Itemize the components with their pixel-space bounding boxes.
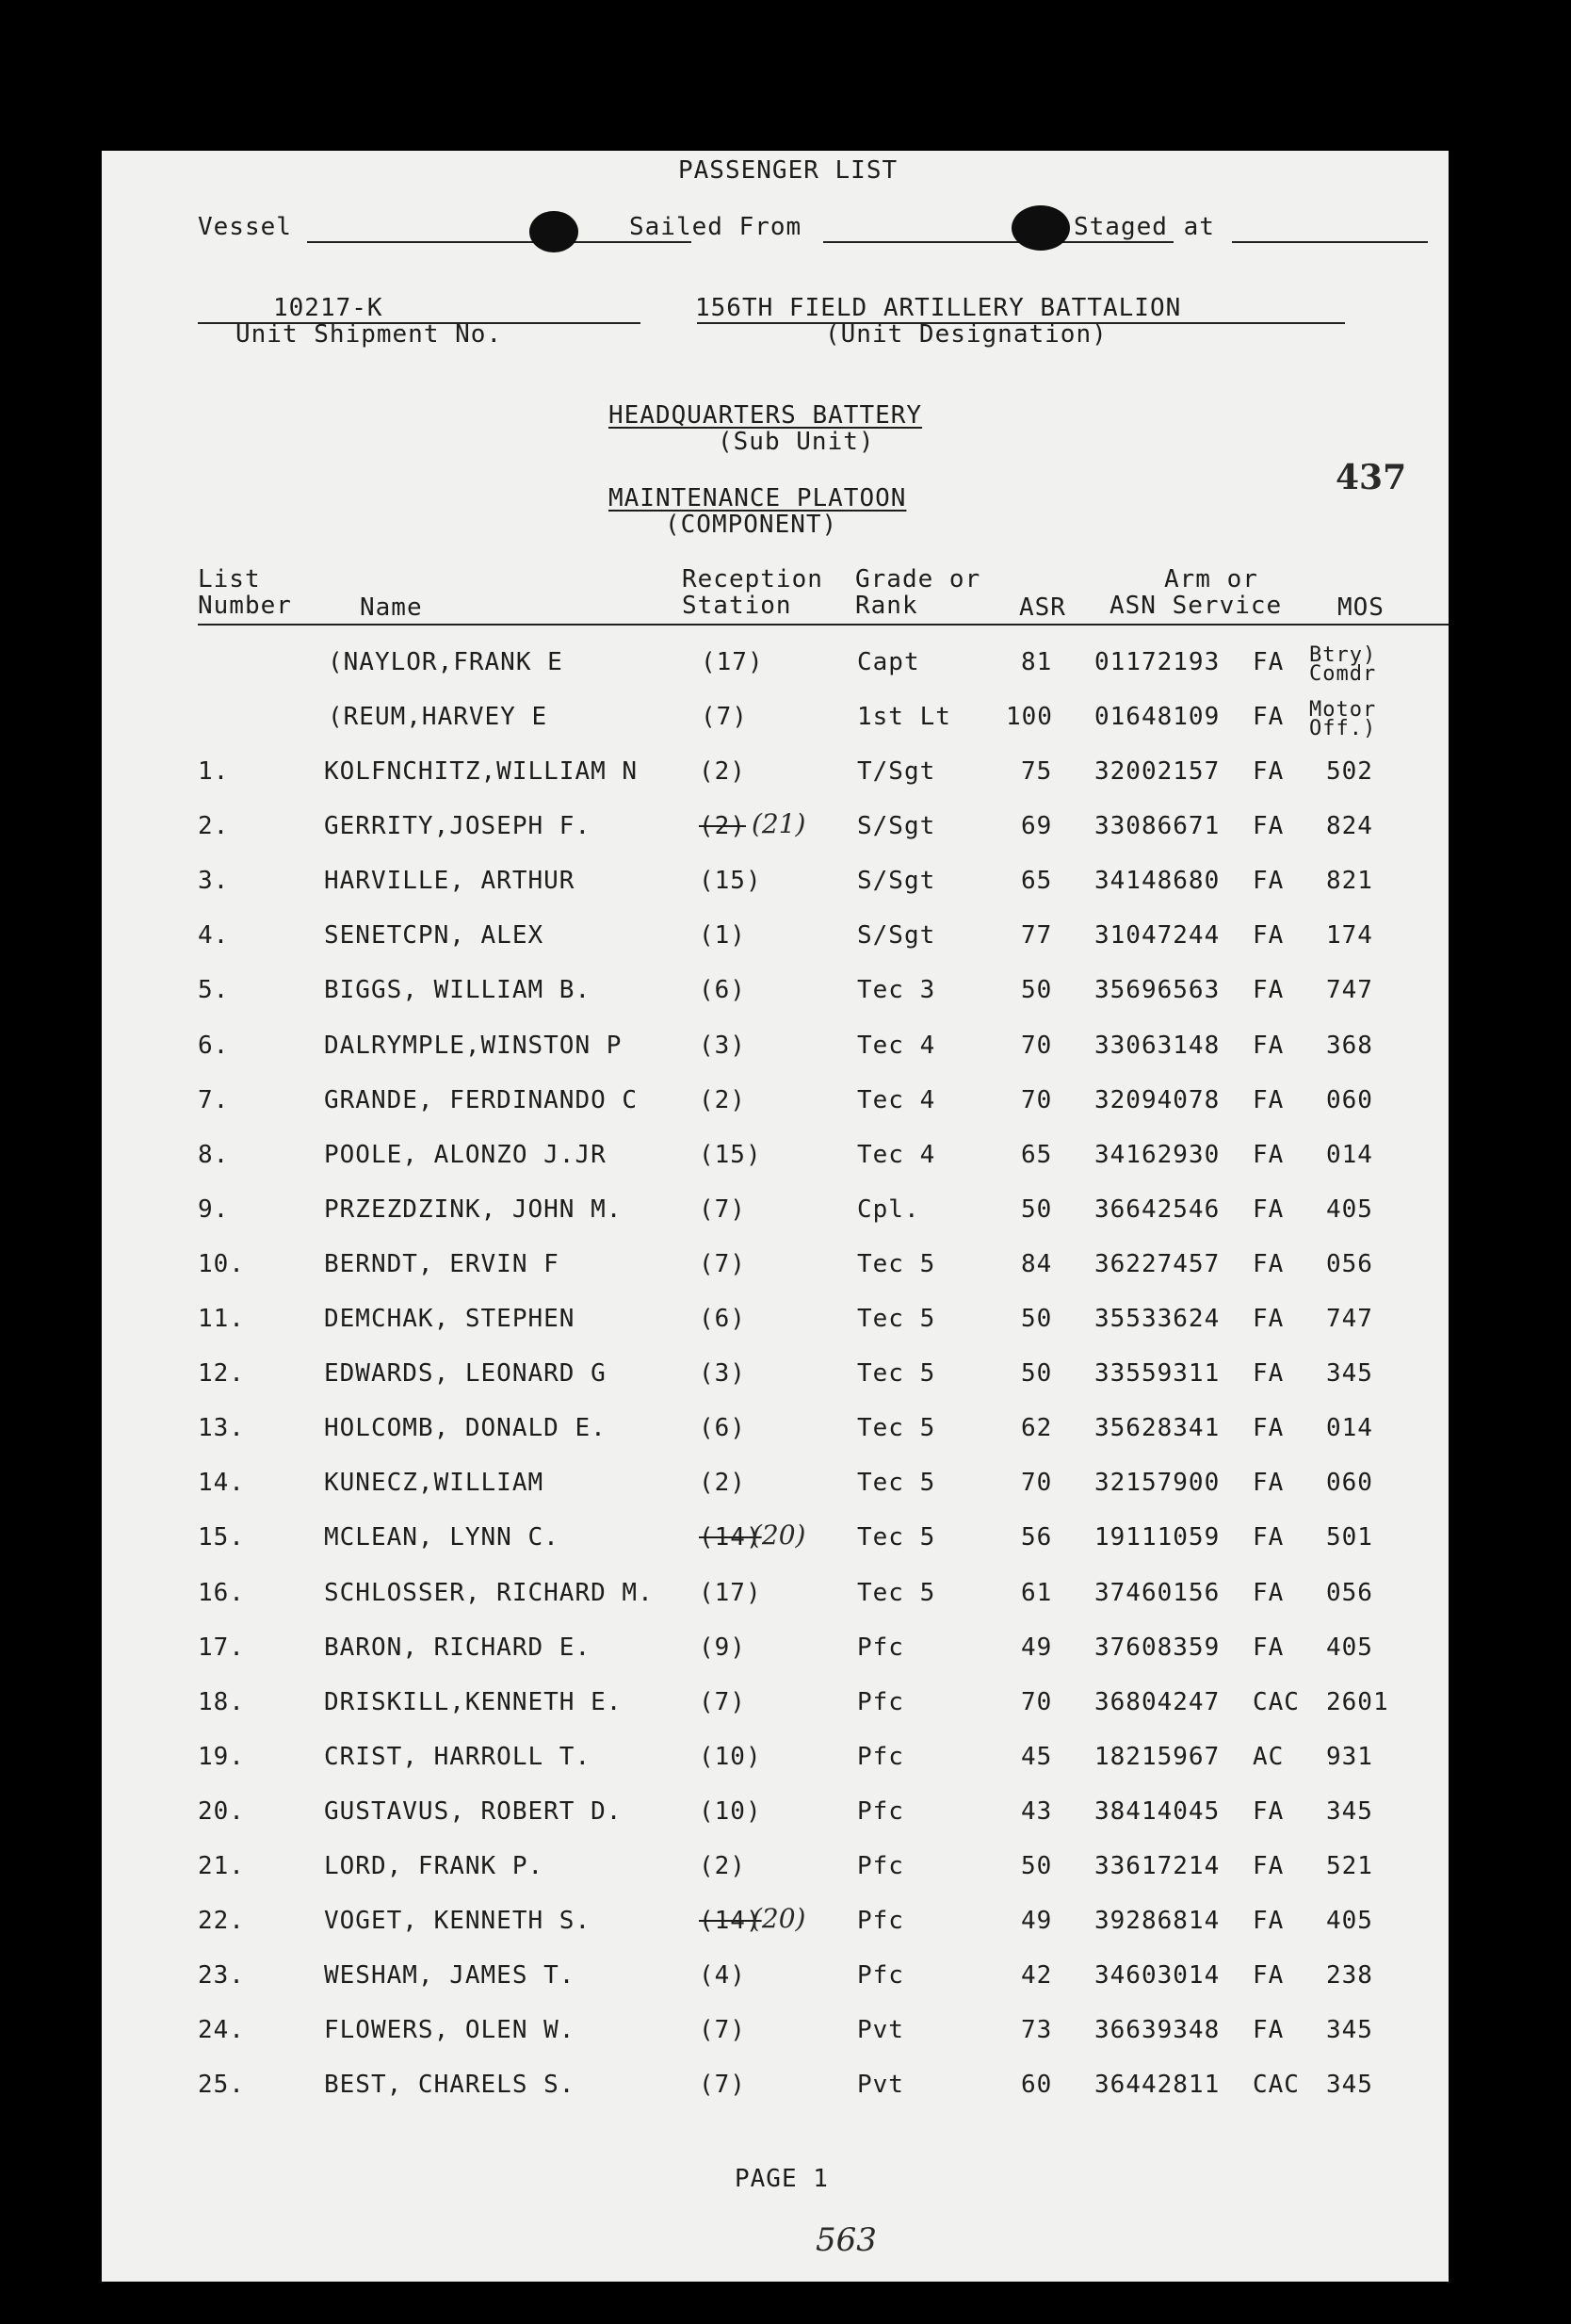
row-station: (4) bbox=[699, 1961, 746, 1991]
row-asr: 43 bbox=[1021, 1796, 1053, 1826]
row-name: LORD, FRANK P. bbox=[324, 1852, 544, 1880]
row-rank: Tec 5 bbox=[857, 1305, 936, 1333]
col-mos: MOS bbox=[1337, 593, 1385, 622]
row-station: (9) bbox=[699, 1633, 746, 1662]
staged-blank-line bbox=[1232, 241, 1428, 243]
officer-row bbox=[102, 698, 1449, 752]
officer-asr: 81 bbox=[1021, 648, 1053, 676]
row-station: (15) bbox=[699, 867, 762, 896]
row-name: WESHAM, JAMES T. bbox=[324, 1961, 575, 1991]
row-mos: 345 bbox=[1326, 1359, 1373, 1389]
row-asn: 33617214 bbox=[1094, 1852, 1221, 1880]
row-asr: 75 bbox=[1021, 757, 1053, 786]
table-row bbox=[102, 867, 1449, 916]
row-number: 7. bbox=[198, 1085, 230, 1114]
row-station-handwritten: (20) bbox=[752, 1520, 806, 1552]
officer-station: (17) bbox=[701, 648, 764, 676]
row-asr: 60 bbox=[1021, 2071, 1053, 2100]
row-mos: 174 bbox=[1326, 921, 1373, 951]
row-number: 6. bbox=[198, 1031, 230, 1060]
row-number: 22. bbox=[198, 1907, 245, 1936]
row-station: (2) bbox=[699, 1469, 746, 1498]
row-mos: 931 bbox=[1326, 1742, 1373, 1771]
row-asr: 42 bbox=[1021, 1961, 1053, 1991]
table-row bbox=[102, 1852, 1449, 1901]
row-station: (7) bbox=[699, 1249, 746, 1278]
row-asn: 36642546 bbox=[1094, 1195, 1221, 1224]
row-rank: Tec 5 bbox=[857, 1469, 936, 1498]
table-row bbox=[102, 1469, 1449, 1518]
row-arm: FA bbox=[1253, 1359, 1285, 1389]
row-asr: 61 bbox=[1021, 1578, 1053, 1607]
row-name: POOLE, ALONZO J.JR bbox=[324, 1140, 607, 1169]
row-number: 9. bbox=[198, 1195, 230, 1224]
unit-designation-label: (Unit Designation) bbox=[825, 320, 1108, 349]
row-mos: 501 bbox=[1326, 1523, 1373, 1552]
row-asr: 49 bbox=[1021, 1633, 1053, 1662]
row-name: BEST, CHARELS S. bbox=[324, 2071, 575, 2100]
col-arm-2: ASN Service bbox=[1109, 592, 1283, 620]
row-asr: 50 bbox=[1021, 1852, 1053, 1880]
row-station: (7) bbox=[699, 1687, 746, 1716]
row-number: 3. bbox=[198, 867, 230, 896]
col-reception-1: Reception bbox=[682, 565, 823, 593]
row-rank: Pvt bbox=[857, 2071, 904, 2100]
row-asn: 32094078 bbox=[1094, 1085, 1221, 1114]
table-row bbox=[102, 2016, 1449, 2065]
row-station: (7) bbox=[699, 1195, 746, 1224]
row-arm: FA bbox=[1253, 1523, 1285, 1552]
row-asr: 50 bbox=[1021, 1359, 1053, 1389]
row-asn: 35533624 bbox=[1094, 1305, 1221, 1333]
row-asn: 32157900 bbox=[1094, 1469, 1221, 1498]
col-name: Name bbox=[360, 593, 423, 622]
row-rank: Tec 4 bbox=[857, 1085, 936, 1114]
row-name: DRISKILL,KENNETH E. bbox=[324, 1687, 623, 1716]
row-asn: 31047244 bbox=[1094, 921, 1221, 951]
row-mos: 2601 bbox=[1326, 1687, 1389, 1716]
row-asr: 69 bbox=[1021, 812, 1053, 841]
row-number: 14. bbox=[198, 1469, 245, 1498]
row-asn: 35696563 bbox=[1094, 976, 1221, 1005]
row-arm: FA bbox=[1253, 1961, 1285, 1991]
row-number: 4. bbox=[198, 921, 230, 951]
row-asn: 33559311 bbox=[1094, 1359, 1221, 1389]
handwritten-number: 563 bbox=[816, 2221, 877, 2259]
table-row bbox=[102, 1032, 1449, 1081]
row-station: (14) bbox=[699, 1907, 762, 1936]
row-number: 19. bbox=[198, 1742, 245, 1771]
row-name: PRZEZDZINK, JOHN M. bbox=[324, 1195, 623, 1224]
row-rank: S/Sgt bbox=[857, 921, 936, 951]
row-rank: Pfc bbox=[857, 1687, 904, 1716]
row-rank: S/Sgt bbox=[857, 867, 936, 896]
table-row bbox=[102, 1633, 1449, 1682]
officer-name: (REUM,HARVEY E bbox=[328, 703, 548, 731]
row-asr: 70 bbox=[1021, 1085, 1053, 1114]
row-arm: AC bbox=[1253, 1742, 1285, 1771]
row-number: 1. bbox=[198, 757, 230, 786]
page-mark-handwritten: 437 bbox=[1336, 458, 1407, 497]
table-row bbox=[102, 1086, 1449, 1135]
col-list-number-2: Number bbox=[198, 592, 292, 620]
row-asr: 70 bbox=[1021, 1469, 1053, 1498]
row-name: KOLFNCHITZ,WILLIAM N bbox=[324, 757, 639, 786]
row-mos: 056 bbox=[1326, 1578, 1373, 1607]
row-arm: CAC bbox=[1253, 1687, 1300, 1716]
table-row bbox=[102, 2071, 1449, 2120]
row-name: GUSTAVUS, ROBERT D. bbox=[324, 1796, 623, 1826]
page-label: PAGE 1 bbox=[735, 2165, 829, 2193]
document-title: PASSENGER LIST bbox=[678, 156, 899, 185]
row-mos: 747 bbox=[1326, 1305, 1373, 1333]
row-station: (14) bbox=[699, 1523, 762, 1552]
unit-designation: 156TH FIELD ARTILLERY BATTALION bbox=[695, 294, 1182, 322]
row-asr: 70 bbox=[1021, 1687, 1053, 1716]
row-arm: FA bbox=[1253, 1633, 1285, 1662]
officer-arm: FA bbox=[1253, 648, 1285, 676]
officer-rank: 1st Lt bbox=[857, 703, 951, 731]
row-asr: 65 bbox=[1021, 1140, 1053, 1169]
row-station: (17) bbox=[699, 1578, 762, 1607]
row-rank: Pfc bbox=[857, 1961, 904, 1991]
component: MAINTENANCE PLATOON bbox=[608, 484, 907, 512]
row-rank: T/Sgt bbox=[857, 757, 936, 786]
col-grade-1: Grade or bbox=[855, 565, 981, 593]
table-row bbox=[102, 1195, 1449, 1244]
row-name: GRANDE, FERDINANDO C bbox=[324, 1085, 639, 1114]
row-mos: 368 bbox=[1326, 1031, 1373, 1060]
row-station: (2) bbox=[699, 1085, 746, 1114]
col-list-number-1: List bbox=[198, 565, 261, 593]
redaction-blot bbox=[529, 211, 578, 252]
officer-asn: 01648109 bbox=[1094, 703, 1221, 731]
row-name: GERRITY,JOSEPH F. bbox=[324, 812, 591, 841]
row-station: (2) bbox=[699, 757, 746, 786]
col-reception-2: Station bbox=[682, 592, 792, 620]
row-asr: 70 bbox=[1021, 1031, 1053, 1060]
row-name: MCLEAN, LYNN C. bbox=[324, 1523, 559, 1552]
row-arm: FA bbox=[1253, 1414, 1285, 1443]
row-mos: 238 bbox=[1326, 1961, 1373, 1991]
row-name: CRIST, HARROLL T. bbox=[324, 1742, 591, 1771]
row-number: 15. bbox=[198, 1523, 245, 1552]
row-asn: 37460156 bbox=[1094, 1578, 1221, 1607]
row-number: 11. bbox=[198, 1305, 245, 1333]
row-asn: 35628341 bbox=[1094, 1414, 1221, 1443]
row-asr: 65 bbox=[1021, 867, 1053, 896]
row-asr: 56 bbox=[1021, 1523, 1053, 1552]
row-rank: Tec 4 bbox=[857, 1031, 936, 1060]
row-asn: 36442811 bbox=[1094, 2071, 1221, 2100]
row-asn: 32002157 bbox=[1094, 757, 1221, 786]
row-rank: Pfc bbox=[857, 1907, 904, 1936]
row-mos: 014 bbox=[1326, 1140, 1373, 1169]
row-rank: Tec 5 bbox=[857, 1249, 936, 1278]
staged-at-label: Staged at bbox=[1074, 213, 1215, 241]
unit-shipment-label: Unit Shipment No. bbox=[235, 320, 503, 349]
row-mos: 821 bbox=[1326, 867, 1373, 896]
row-number: 2. bbox=[198, 812, 230, 841]
row-rank: Tec 5 bbox=[857, 1359, 936, 1389]
officer-name: (NAYLOR,FRANK E bbox=[328, 648, 563, 676]
row-asn: 33063148 bbox=[1094, 1031, 1221, 1060]
row-rank: Tec 5 bbox=[857, 1414, 936, 1443]
vessel-blank-line bbox=[307, 241, 691, 243]
table-row bbox=[102, 757, 1449, 806]
table-row bbox=[102, 1579, 1449, 1628]
row-asr: 45 bbox=[1021, 1742, 1053, 1771]
row-arm: FA bbox=[1253, 1796, 1285, 1826]
row-station: (2) bbox=[699, 1852, 746, 1880]
row-asn: 36804247 bbox=[1094, 1687, 1221, 1716]
sailed-blank-line bbox=[823, 241, 1174, 243]
row-mos: 060 bbox=[1326, 1085, 1373, 1114]
row-station: (7) bbox=[699, 2071, 746, 2100]
row-station: (1) bbox=[699, 921, 746, 951]
table-row bbox=[102, 1903, 1449, 1956]
row-number: 24. bbox=[198, 2016, 245, 2045]
col-asr: ASR bbox=[1019, 593, 1066, 622]
officer-mos-2: Off.) bbox=[1309, 717, 1377, 740]
row-asn: 34162930 bbox=[1094, 1140, 1221, 1169]
vessel-label: Vessel bbox=[198, 213, 292, 241]
row-station: (10) bbox=[699, 1796, 762, 1826]
row-mos: 056 bbox=[1326, 1249, 1373, 1278]
table-row bbox=[102, 1520, 1449, 1572]
row-rank: Pfc bbox=[857, 1852, 904, 1880]
row-number: 23. bbox=[198, 1961, 245, 1991]
table-row bbox=[102, 1414, 1449, 1463]
header-rule bbox=[198, 624, 1449, 626]
row-name: SENETCPN, ALEX bbox=[324, 921, 544, 951]
row-arm: FA bbox=[1253, 2016, 1285, 2045]
row-arm: FA bbox=[1253, 921, 1285, 951]
row-station-handwritten: (20) bbox=[752, 1903, 806, 1935]
row-asn: 33086671 bbox=[1094, 812, 1221, 841]
row-mos: 405 bbox=[1326, 1633, 1373, 1662]
officer-mos-2: Comdr bbox=[1309, 662, 1377, 686]
row-arm: FA bbox=[1253, 1249, 1285, 1278]
table-row bbox=[102, 1743, 1449, 1792]
officer-station: (7) bbox=[701, 703, 748, 731]
row-arm: CAC bbox=[1253, 2071, 1300, 2100]
row-arm: FA bbox=[1253, 976, 1285, 1005]
row-rank: Tec 5 bbox=[857, 1578, 936, 1607]
row-name: HOLCOMB, DONALD E. bbox=[324, 1414, 607, 1443]
row-name: BARON, RICHARD E. bbox=[324, 1633, 591, 1662]
officer-asr: 100 bbox=[1006, 703, 1053, 731]
row-arm: FA bbox=[1253, 1031, 1285, 1060]
sub-unit: HEADQUARTERS BATTERY bbox=[608, 401, 923, 430]
row-station: (6) bbox=[699, 976, 746, 1005]
redaction-blot bbox=[1012, 205, 1070, 251]
table-row bbox=[102, 1688, 1449, 1737]
row-asr: 73 bbox=[1021, 2016, 1053, 2045]
officer-mos-1: Btry) bbox=[1309, 643, 1377, 667]
row-station: (6) bbox=[699, 1414, 746, 1443]
table-row bbox=[102, 1141, 1449, 1190]
row-mos: 502 bbox=[1326, 757, 1373, 786]
row-station: (10) bbox=[699, 1742, 762, 1771]
row-asn: 39286814 bbox=[1094, 1907, 1221, 1936]
row-arm: FA bbox=[1253, 1140, 1285, 1169]
row-rank: S/Sgt bbox=[857, 812, 936, 841]
row-rank: Tec 5 bbox=[857, 1523, 936, 1552]
row-rank: Pfc bbox=[857, 1633, 904, 1662]
row-number: 18. bbox=[198, 1687, 245, 1716]
row-asn: 34148680 bbox=[1094, 867, 1221, 896]
sub-unit-label: (Sub Unit) bbox=[718, 428, 875, 456]
table-row bbox=[102, 1797, 1449, 1846]
row-station: (3) bbox=[699, 1359, 746, 1389]
row-arm: FA bbox=[1253, 1085, 1285, 1114]
table-row bbox=[102, 1359, 1449, 1408]
row-arm: FA bbox=[1253, 812, 1285, 841]
row-name: HARVILLE, ARTHUR bbox=[324, 867, 575, 896]
row-name: FLOWERS, OLEN W. bbox=[324, 2016, 575, 2045]
table-row bbox=[102, 1961, 1449, 2010]
officer-mos-1: Motor bbox=[1309, 698, 1377, 722]
officer-rank: Capt bbox=[857, 648, 920, 676]
row-station-handwritten: (21) bbox=[752, 808, 806, 840]
row-mos: 345 bbox=[1326, 2016, 1373, 2045]
row-mos: 014 bbox=[1326, 1414, 1373, 1443]
row-asn: 18215967 bbox=[1094, 1742, 1221, 1771]
row-number: 13. bbox=[198, 1414, 245, 1443]
row-mos: 405 bbox=[1326, 1195, 1373, 1224]
row-name: VOGET, KENNETH S. bbox=[324, 1907, 591, 1936]
row-number: 21. bbox=[198, 1852, 245, 1880]
row-arm: FA bbox=[1253, 1195, 1285, 1224]
row-arm: FA bbox=[1253, 1578, 1285, 1607]
row-number: 12. bbox=[198, 1359, 245, 1389]
row-number: 20. bbox=[198, 1796, 245, 1826]
table-row bbox=[102, 1250, 1449, 1299]
col-grade-2: Rank bbox=[855, 592, 918, 620]
row-number: 10. bbox=[198, 1249, 245, 1278]
row-station: (2) bbox=[699, 812, 746, 841]
table-row bbox=[102, 808, 1449, 861]
row-asr: 50 bbox=[1021, 1305, 1053, 1333]
row-name: SCHLOSSER, RICHARD M. bbox=[324, 1578, 654, 1607]
component-label: (COMPONENT) bbox=[665, 511, 838, 539]
table-row bbox=[102, 976, 1449, 1025]
officer-row bbox=[102, 643, 1449, 697]
row-asr: 49 bbox=[1021, 1907, 1053, 1936]
row-asn: 37608359 bbox=[1094, 1633, 1221, 1662]
row-name: BERNDT, ERVIN F bbox=[324, 1249, 559, 1278]
row-number: 17. bbox=[198, 1633, 245, 1662]
row-number: 25. bbox=[198, 2071, 245, 2100]
row-name: DEMCHAK, STEPHEN bbox=[324, 1305, 575, 1333]
row-rank: Cpl. bbox=[857, 1195, 920, 1224]
row-asn: 38414045 bbox=[1094, 1796, 1221, 1826]
row-asr: 84 bbox=[1021, 1249, 1053, 1278]
row-arm: FA bbox=[1253, 1907, 1285, 1936]
row-asn: 19111059 bbox=[1094, 1523, 1221, 1552]
row-rank: Tec 3 bbox=[857, 976, 936, 1005]
row-station: (7) bbox=[699, 2016, 746, 2045]
row-asr: 77 bbox=[1021, 921, 1053, 951]
passenger-list-page bbox=[102, 151, 1449, 2282]
row-mos: 345 bbox=[1326, 2071, 1373, 2100]
row-mos: 747 bbox=[1326, 976, 1373, 1005]
row-name: DALRYMPLE,WINSTON P bbox=[324, 1031, 623, 1060]
row-arm: FA bbox=[1253, 1852, 1285, 1880]
row-rank: Pvt bbox=[857, 2016, 904, 2045]
row-arm: FA bbox=[1253, 1305, 1285, 1333]
row-name: KUNECZ,WILLIAM bbox=[324, 1469, 544, 1498]
sailed-from-label: Sailed From bbox=[629, 213, 802, 241]
row-asn: 36227457 bbox=[1094, 1249, 1221, 1278]
row-mos: 345 bbox=[1326, 1796, 1373, 1826]
row-rank: Pfc bbox=[857, 1796, 904, 1826]
row-asr: 62 bbox=[1021, 1414, 1053, 1443]
row-name: BIGGS, WILLIAM B. bbox=[324, 976, 591, 1005]
row-asn: 36639348 bbox=[1094, 2016, 1221, 2045]
row-mos: 521 bbox=[1326, 1852, 1373, 1880]
row-number: 16. bbox=[198, 1578, 245, 1607]
row-arm: FA bbox=[1253, 757, 1285, 786]
row-number: 8. bbox=[198, 1140, 230, 1169]
row-number: 5. bbox=[198, 976, 230, 1005]
row-mos: 824 bbox=[1326, 812, 1373, 841]
row-mos: 060 bbox=[1326, 1469, 1373, 1498]
row-asr: 50 bbox=[1021, 1195, 1053, 1224]
table-row bbox=[102, 921, 1449, 970]
row-station: (3) bbox=[699, 1031, 746, 1060]
row-asr: 50 bbox=[1021, 976, 1053, 1005]
row-station: (15) bbox=[699, 1140, 762, 1169]
officer-asn: 01172193 bbox=[1094, 648, 1221, 676]
officer-arm: FA bbox=[1253, 703, 1285, 731]
unit-shipment-number: 10217-K bbox=[273, 294, 383, 322]
row-mos: 405 bbox=[1326, 1907, 1373, 1936]
row-arm: FA bbox=[1253, 1469, 1285, 1498]
row-station: (6) bbox=[699, 1305, 746, 1333]
table-row bbox=[102, 1305, 1449, 1354]
row-rank: Tec 4 bbox=[857, 1140, 936, 1169]
row-arm: FA bbox=[1253, 867, 1285, 896]
row-rank: Pfc bbox=[857, 1742, 904, 1771]
row-name: EDWARDS, LEONARD G bbox=[324, 1359, 607, 1389]
col-arm-1: Arm or bbox=[1164, 565, 1258, 593]
row-asn: 34603014 bbox=[1094, 1961, 1221, 1991]
